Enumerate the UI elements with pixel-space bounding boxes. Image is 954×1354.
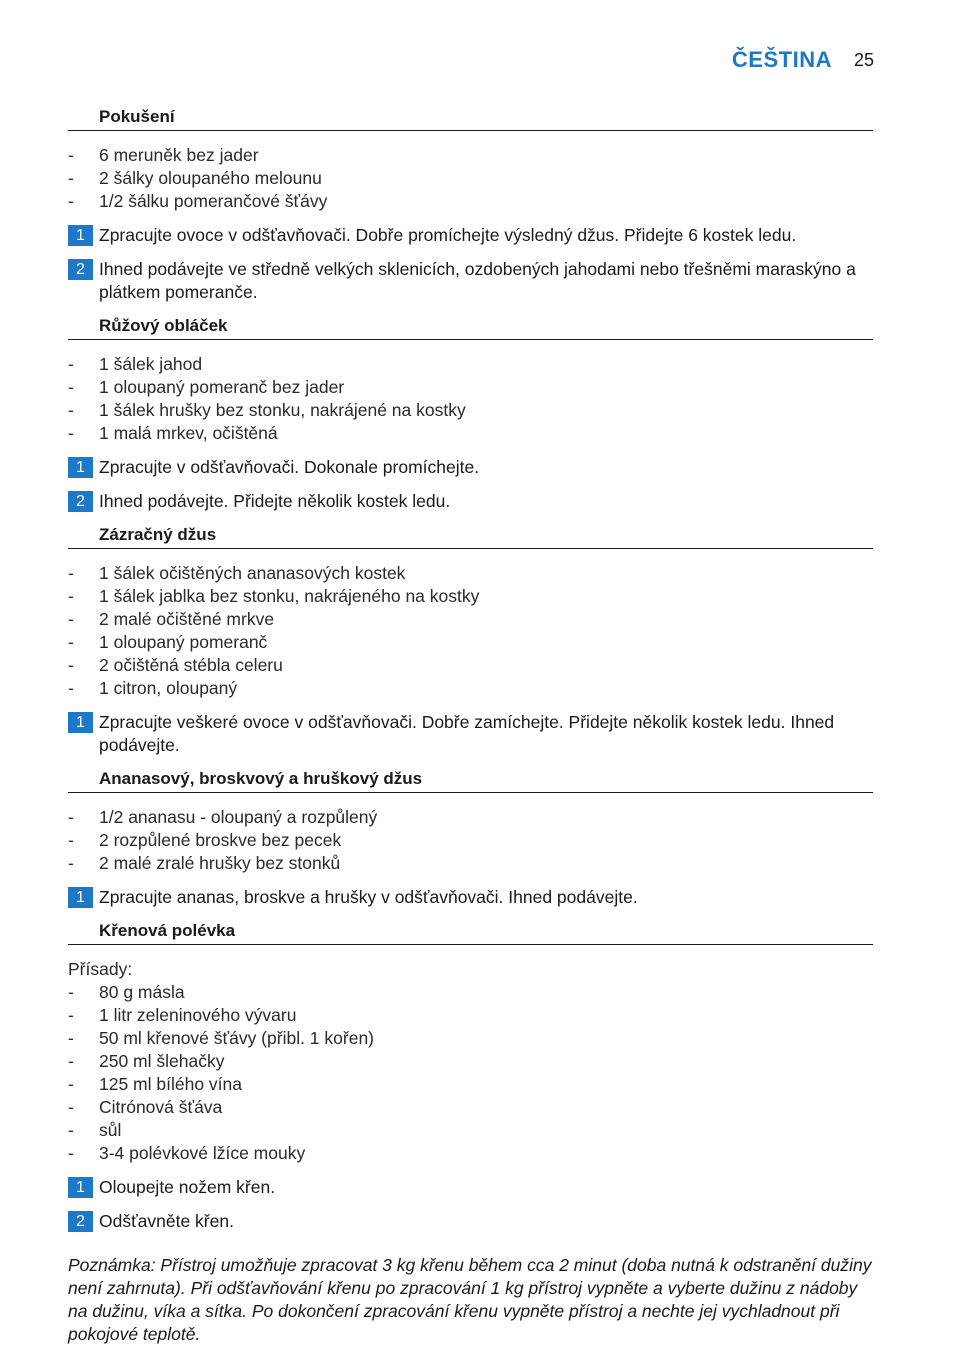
ingredient-item xyxy=(68,422,873,445)
page-number: 25 xyxy=(853,49,874,70)
instruction-step xyxy=(68,1210,873,1233)
instruction-step xyxy=(68,224,873,247)
ingredient-item xyxy=(68,144,873,167)
ingredient-item xyxy=(68,1050,873,1073)
bullet-dash: - xyxy=(68,1120,74,1140)
ingredient-text: 1 šálek očištěných ananasových kostek xyxy=(99,563,406,583)
section-title: Pokušení xyxy=(68,105,873,131)
ingredient-text: Citrónová šťáva xyxy=(99,1097,223,1117)
ingredient-text: 1/2 ananasu - oloupaný a rozpůlený xyxy=(99,807,378,827)
recipe-section xyxy=(68,919,873,1233)
instruction-step xyxy=(68,456,873,479)
ingredient-text: 1 šálek jahod xyxy=(99,354,203,374)
ingredient-item xyxy=(68,376,873,399)
ingredient-text: 2 očištěná stébla celeru xyxy=(99,655,283,675)
bullet-dash: - xyxy=(68,1143,74,1163)
ingredient-item xyxy=(68,631,873,654)
ingredient-text: 1 oloupaný pomeranč bez jader xyxy=(99,377,345,397)
page-header xyxy=(732,44,874,76)
instruction-step xyxy=(68,886,873,909)
bullet-dash: - xyxy=(68,678,74,698)
ingredient-list xyxy=(68,549,873,700)
ingredient-text: 125 ml bílého vína xyxy=(99,1074,243,1094)
section-title: Růžový obláček xyxy=(68,314,873,340)
ingredient-item xyxy=(68,677,873,700)
ingredient-text: 80 g másla xyxy=(99,982,185,1002)
bullet-dash: - xyxy=(68,563,74,583)
ingredient-text: 2 rozpůlené broskve bez pecek xyxy=(99,830,342,850)
ingredient-list xyxy=(68,340,873,445)
ingredient-text: 1 malá mrkev, očištěná xyxy=(99,423,278,443)
step-number-badge: 2 xyxy=(68,491,93,512)
ingredient-text: 1 oloupaný pomeranč xyxy=(99,632,268,652)
ingredient-item xyxy=(68,1027,873,1050)
step-number-badge: 1 xyxy=(68,887,93,908)
ingredient-item xyxy=(68,1073,873,1096)
step-number-badge: 2 xyxy=(68,259,93,280)
ingredient-item xyxy=(68,562,873,585)
step-number-badge: 2 xyxy=(68,1211,93,1232)
ingredient-text: 2 malé zralé hrušky bez stonků xyxy=(99,853,341,873)
step-number-badge: 1 xyxy=(68,225,93,246)
ingredient-list xyxy=(68,981,873,1165)
bullet-dash: - xyxy=(68,168,74,188)
ingredient-text: 50 ml křenové šťávy (přibl. 1 kořen) xyxy=(99,1028,375,1048)
ingredient-text: 2 šálky oloupaného melounu xyxy=(99,168,322,188)
ingredient-text: 6 meruněk bez jader xyxy=(99,145,259,165)
ingredient-item xyxy=(68,353,873,376)
ingredient-item xyxy=(68,806,873,829)
step-text: Ihned podávejte. Přidejte několik kostek ledu. xyxy=(99,491,451,511)
recipe-section xyxy=(68,105,873,304)
bullet-dash: - xyxy=(68,423,74,443)
bullet-dash: - xyxy=(68,1051,74,1071)
bullet-dash: - xyxy=(68,1074,74,1094)
recipe-section xyxy=(68,314,873,513)
bullet-dash: - xyxy=(68,807,74,827)
section-title: Křenová polévka xyxy=(68,919,873,945)
instruction-step xyxy=(68,490,873,513)
instruction-step xyxy=(68,258,873,304)
ingredient-item xyxy=(68,1004,873,1027)
recipe-section xyxy=(68,523,873,757)
ingredient-item xyxy=(68,829,873,852)
ingredient-item xyxy=(68,608,873,631)
section-title: Zázračný džus xyxy=(68,523,873,549)
instruction-step xyxy=(68,1176,873,1199)
ingredient-text: 1 litr zeleninového vývaru xyxy=(99,1005,297,1025)
bullet-dash: - xyxy=(68,145,74,165)
bullet-dash: - xyxy=(68,609,74,629)
ingredient-item xyxy=(68,654,873,677)
bullet-dash: - xyxy=(68,354,74,374)
bullet-dash: - xyxy=(68,830,74,850)
ingredient-item xyxy=(68,1096,873,1119)
ingredient-text: 1/2 šálku pomerančové šťávy xyxy=(99,191,328,211)
bullet-dash: - xyxy=(68,1028,74,1048)
bullet-dash: - xyxy=(68,1097,74,1117)
ingredient-item xyxy=(68,190,873,213)
ingredient-item xyxy=(68,1142,873,1165)
step-text: Odšťavněte křen. xyxy=(99,1211,234,1231)
recipe-section xyxy=(68,767,873,909)
bullet-dash: - xyxy=(68,853,74,873)
ingredient-item xyxy=(68,852,873,875)
step-text: Zpracujte veškeré ovoce v odšťavňovači. Dobře zamíchejte. Přidejte několik kostek ledu. Ihned podávejte. xyxy=(99,712,835,755)
step-number-badge: 1 xyxy=(68,712,93,733)
instruction-step xyxy=(68,711,873,757)
section-title: Ananasový, broskvový a hruškový džus xyxy=(68,767,873,793)
bullet-dash: - xyxy=(68,400,74,420)
ingredient-text: 1 citron, oloupaný xyxy=(99,678,238,698)
language-label: ČEŠTINA xyxy=(731,47,832,72)
ingredient-text: 1 šálek hrušky bez stonku, nakrájené na kostky xyxy=(99,400,466,420)
step-text: Oloupejte nožem křen. xyxy=(99,1177,276,1197)
ingredient-item xyxy=(68,585,873,608)
bullet-dash: - xyxy=(68,632,74,652)
ingredient-item xyxy=(68,1119,873,1142)
step-number-badge: 1 xyxy=(68,1177,93,1198)
recipe-content xyxy=(68,105,873,1233)
bullet-dash: - xyxy=(68,586,74,606)
bullet-dash: - xyxy=(68,1005,74,1025)
ingredients-label: Přísady: xyxy=(68,959,133,979)
step-number-badge: 1 xyxy=(68,457,93,478)
ingredient-text: 1 šálek jablka bez stonku, nakrájeného na kostky xyxy=(99,586,480,606)
step-text: Ihned podávejte ve středně velkých sklenicích, ozdobených jahodami nebo třešněmi maraskýno a plátkem pomeranče. xyxy=(99,259,856,302)
step-text: Zpracujte ananas, broskve a hrušky v odšťavňovači. Ihned podávejte. xyxy=(99,887,638,907)
ingredient-text: 2 malé očištěné mrkve xyxy=(99,609,275,629)
bullet-dash: - xyxy=(68,377,74,397)
note-paragraph: Poznámka: Přístroj umožňuje zpracovat 3 kg křenu během cca 2 minut (doba nutná k odstranění dužiny není zahrnuta). Při odšťavňování křenu po zpracování 1 kg přístroj vypněte a vyberte dužinu z nádoby na dužinu, víka a sítka. Po dokončení zpracování křenu vypněte přístroj a nechte jej vychladnout při pokojové teplotě. xyxy=(68,1255,872,1344)
ingredient-text: 250 ml šlehačky xyxy=(99,1051,225,1071)
ingredient-item xyxy=(68,399,873,422)
ingredient-list xyxy=(68,793,873,875)
ingredient-text: sůl xyxy=(99,1120,122,1140)
bullet-dash: - xyxy=(68,191,74,211)
ingredient-list xyxy=(68,131,873,213)
ingredient-item xyxy=(68,981,873,1004)
ingredient-text: 3-4 polévkové lžíce mouky xyxy=(99,1143,306,1163)
bullet-dash: - xyxy=(68,655,74,675)
step-text: Zpracujte v odšťavňovači. Dokonale promíchejte. xyxy=(99,457,480,477)
ingredient-item xyxy=(68,167,873,190)
step-text: Zpracujte ovoce v odšťavňovači. Dobře promíchejte výsledný džus. Přidejte 6 kostek ledu. xyxy=(99,225,797,245)
bullet-dash: - xyxy=(68,982,74,1002)
